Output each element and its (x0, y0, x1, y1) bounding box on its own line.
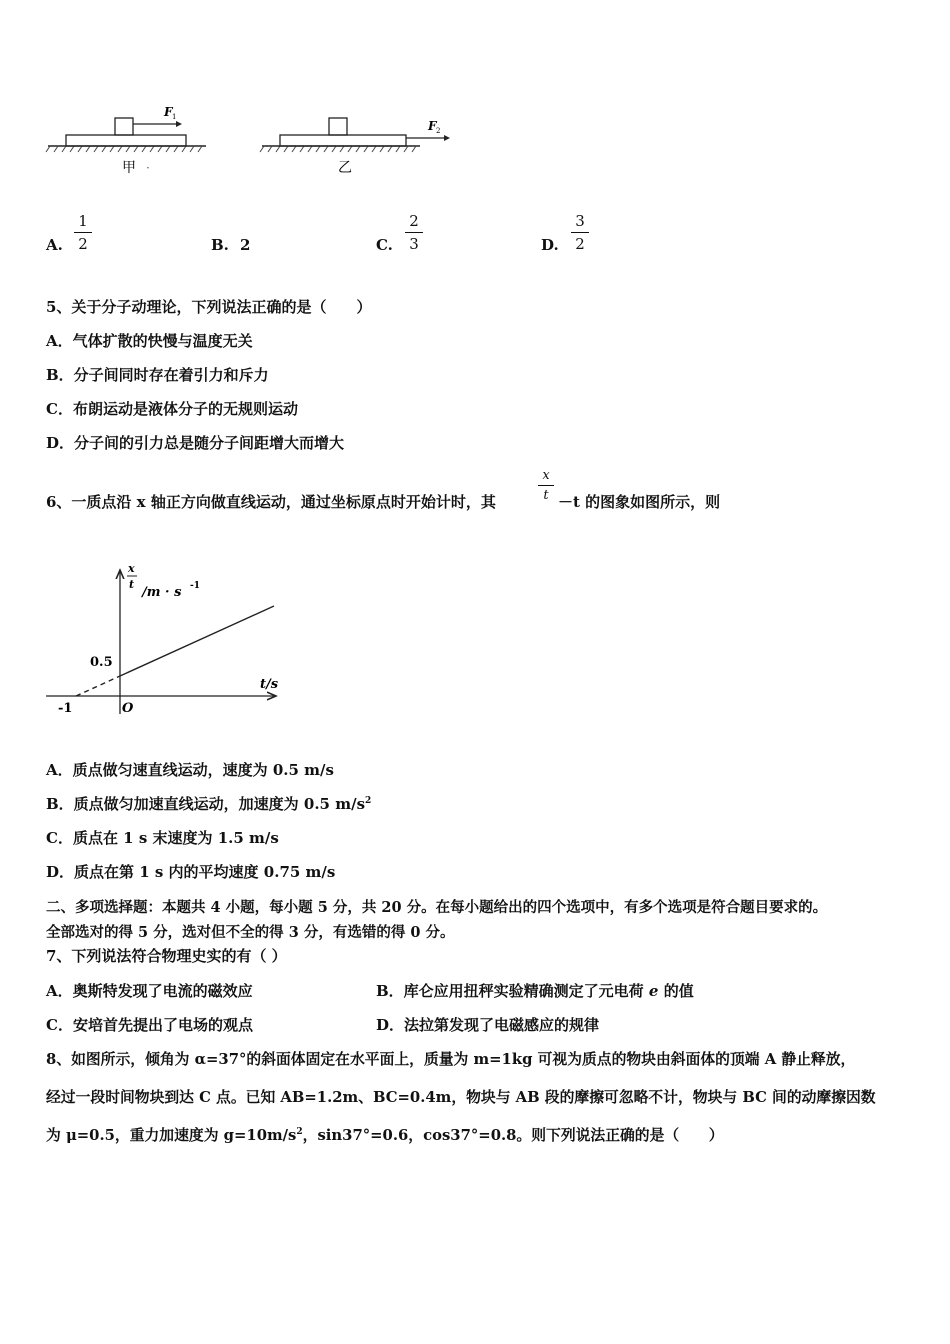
q6-stem-fraction (538, 468, 554, 503)
label-yi: 乙 (338, 160, 352, 176)
q4-option-d-letter: D. (541, 236, 559, 254)
q6-option-b: B．质点做匀加速直线运动，加速度为 0.5 m/s (46, 795, 366, 813)
section2-header-line2: 全部选对的得 5 分，选对但不全的得 3 分，有选错的得 0 分。 (46, 924, 455, 941)
tick-label-x-neg1: -1 (58, 701, 73, 716)
y-axis-unit: /m · s (142, 585, 182, 600)
q8-line3-start: 为 μ=0.5，重力加速度为 g=10m/s (46, 1127, 297, 1144)
tick-label-y-0-5: 0.5 (90, 655, 113, 670)
block-jia (115, 118, 133, 135)
q6-chart (40, 558, 290, 720)
q4-option-b-value: 2 (240, 236, 251, 254)
f2-label: F (428, 119, 437, 133)
q7-option-b-wrap (376, 980, 694, 1001)
q4-option-c-letter: C. (376, 236, 393, 254)
q7-stem: 7、下列说法符合物理史实的有（ ） (46, 947, 287, 965)
q6-option-d: D．质点在第 1 s 内的平均速度 0.75 m/s (46, 863, 336, 881)
q5-option-b: B．分子间同时存在着引力和斥力 (46, 366, 269, 384)
q4-d-num: 3 (575, 212, 585, 230)
q7-option-b-end: 的值 (663, 982, 694, 1000)
q6-option-b-sup: 2 (365, 796, 372, 806)
q6-stem-after: －t 的图象如图所示，则 (558, 493, 721, 511)
q4-option-a-letter: A. (46, 236, 63, 254)
q7-option-c: C．安培首先提出了电场的观点 (46, 1016, 253, 1034)
q8-line1: 8、如图所示，倾角为 α=37°的斜面体固定在水平面上，质量为 m=1kg 可视为质点的物块由斜面体的顶端 A 静止释放， (46, 1051, 856, 1068)
q5-option-c: C．布朗运动是液体分子的无规则运动 (46, 400, 298, 418)
q7-option-a: A．奥斯特发现了电流的磁效应 (46, 982, 253, 1000)
q4-a-den: 2 (78, 235, 88, 253)
q5-option-a: A．气体扩散的快慢与温度无关 (46, 332, 253, 350)
label-jia-dot: · (146, 161, 150, 175)
q6-option-c: C．质点在 1 s 末速度为 1.5 m/s (46, 829, 279, 847)
q5-option-d: D．分子间的引力总是随分子间距增大而增大 (46, 434, 345, 452)
q4-a-num: 1 (78, 212, 88, 230)
q8-line3 (46, 1124, 724, 1145)
q4-c-num: 2 (409, 212, 419, 230)
q4-option-b-letter: B. (211, 236, 229, 254)
board-jia (66, 135, 186, 146)
q6-option-b-wrap (46, 793, 371, 814)
q6-frac-den: t (543, 488, 549, 503)
f1-label: F (164, 105, 173, 119)
q8-line3-sup: 2 (296, 1127, 303, 1138)
label-jia: 甲 (122, 160, 136, 176)
q4-option-d-fraction (571, 212, 589, 253)
q5-stem: 5、关于分子动理论，下列说法正确的是（ ） (46, 298, 372, 316)
q8-line3-end: ，sin37°=0.6，cos37°=0.8。则下列说法正确的是（ ） (302, 1127, 724, 1144)
figure-jia (46, 105, 206, 176)
board-yi (280, 135, 406, 146)
q7-option-b: B．库仑应用扭秤实验精确测定了元电荷 (376, 982, 644, 1000)
q7-option-d: D．法拉第发现了电磁感应的规律 (376, 1016, 600, 1034)
q6-frac-num: x (542, 468, 550, 483)
figure-yi (260, 118, 450, 176)
f1-sub: 1 (172, 113, 177, 121)
q4-option-a-fraction (74, 212, 92, 253)
f2-sub: 2 (436, 127, 441, 135)
q4-d-den: 2 (575, 235, 585, 253)
q6-stem-before: 6、一质点沿 x 轴正方向做直线运动，通过坐标原点时开始计时，其 (46, 493, 496, 511)
q4-c-den: 3 (409, 235, 419, 253)
q7-option-b-italic: e (648, 982, 659, 1000)
q6-option-a: A．质点做匀速直线运动，速度为 0.5 m/s (46, 761, 334, 779)
origin-label: O (122, 701, 134, 716)
y-axis-label-num: x (128, 562, 135, 575)
section2-header-line1: 二、多项选择题：本题共 4 小题，每小题 5 分，共 20 分。在每小题给出的四个选项中，有多个选项是符合题目要求的。 (46, 899, 828, 916)
q8-line2: 经过一段时间物块到达 C 点。已知 AB=1.2m、BC=0.4m，物块与 AB 段的摩擦可忽略不计，物块与 BC 间的动摩擦因数 (46, 1089, 876, 1106)
y-axis-unit-sup: -1 (190, 581, 200, 591)
q4-option-c-fraction (405, 212, 423, 253)
series-dashed-line (76, 676, 120, 696)
x-axis-label: t/s (260, 677, 279, 692)
series-solid-line (120, 606, 274, 676)
y-axis-label-den: t (129, 578, 135, 591)
block-yi (329, 118, 347, 135)
force-figures (40, 100, 470, 180)
